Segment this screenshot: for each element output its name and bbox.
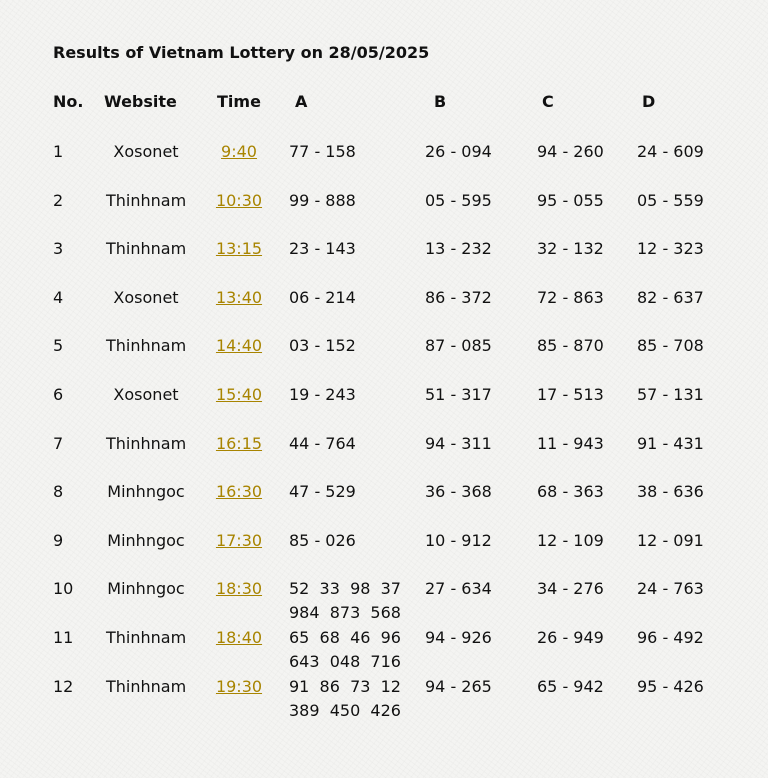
row-result-d: 38 - 636 — [637, 482, 704, 502]
row-result-d: 24 - 609 — [637, 142, 704, 161]
row-result-b: 94 - 926 — [425, 628, 492, 647]
row-result-c: 68 - 363 — [537, 482, 604, 502]
row-time-link[interactable]: 10:30 — [215, 190, 263, 210]
row-website: Thinhnam — [106, 433, 187, 453]
row-result-a-line1: 19 - 243 — [289, 385, 356, 404]
row-result-a — [289, 189, 356, 213]
row-number: 10 — [53, 579, 74, 599]
row-result-a-line1: 65 68 46 96 — [289, 628, 401, 647]
row-time-link[interactable]: 13:40 — [215, 287, 263, 307]
row-result-c: 95 - 055 — [537, 190, 604, 210]
row-number: 7 — [53, 433, 64, 453]
header-c: C — [542, 92, 554, 111]
row-result-a-line1: 06 - 214 — [289, 287, 356, 307]
row-result-a — [289, 432, 356, 456]
row-result-b: 26 - 094 — [425, 142, 492, 161]
row-result-a-line1: 03 - 152 — [289, 336, 356, 356]
row-website: Thinhnam — [106, 239, 187, 259]
row-result-c: 72 - 863 — [537, 287, 604, 307]
row-result-c: 26 - 949 — [537, 628, 604, 647]
row-result-c: 94 - 260 — [537, 142, 604, 161]
row-time-link[interactable]: 18:40 — [215, 628, 263, 647]
row-result-b: 51 - 317 — [425, 385, 492, 404]
row-result-d: 05 - 559 — [637, 190, 704, 210]
row-result-d: 12 - 323 — [637, 239, 704, 259]
row-result-a-line1: 23 - 143 — [289, 239, 356, 259]
row-result-c: 11 - 943 — [537, 433, 604, 453]
header-website: Website — [104, 92, 177, 111]
page-title: Results of Vietnam Lottery on 28/05/2025 — [53, 43, 430, 62]
row-time-link[interactable]: 16:30 — [215, 482, 263, 502]
row-result-a — [289, 286, 356, 310]
row-result-d: 91 - 431 — [637, 433, 704, 453]
row-time-link[interactable]: 13:15 — [215, 239, 263, 259]
row-result-a-line1: 77 - 158 — [289, 142, 356, 161]
row-result-a-line1: 99 - 888 — [289, 190, 356, 210]
row-result-a — [289, 237, 356, 261]
row-result-a — [289, 577, 401, 625]
row-result-a-line1: 44 - 764 — [289, 433, 356, 453]
header-no: No. — [53, 92, 84, 111]
row-website: Minhngoc — [107, 579, 185, 599]
row-result-a — [289, 480, 356, 504]
row-result-b: 87 - 085 — [425, 336, 492, 356]
row-number: 11 — [53, 628, 74, 647]
table-row — [0, 675, 768, 735]
row-result-c: 32 - 132 — [537, 239, 604, 259]
row-result-a — [289, 140, 356, 164]
row-result-a — [289, 529, 356, 553]
row-result-a-line2: 389 450 426 — [289, 700, 401, 720]
row-website: Thinhnam — [106, 336, 187, 356]
row-result-c: 65 - 942 — [537, 676, 604, 696]
row-result-d: 12 - 091 — [637, 530, 704, 550]
row-website: Minhngoc — [107, 530, 185, 550]
row-website: Thinhnam — [106, 628, 187, 647]
row-website: Xosonet — [113, 142, 179, 161]
row-result-d: 95 - 426 — [637, 676, 704, 696]
row-result-a-line1: 85 - 026 — [289, 530, 356, 550]
row-result-a-line1: 52 33 98 37 — [289, 579, 401, 599]
row-number: 12 — [53, 676, 74, 696]
row-result-d: 85 - 708 — [637, 336, 704, 356]
header-a: A — [295, 92, 308, 111]
row-result-a — [289, 675, 401, 723]
row-website: Thinhnam — [106, 676, 187, 696]
row-time-link[interactable]: 9:40 — [221, 142, 257, 161]
row-result-a-line1: 91 86 73 12 — [289, 676, 401, 696]
row-result-b: 10 - 912 — [425, 530, 492, 550]
row-time-link[interactable]: 18:30 — [215, 579, 263, 599]
row-result-c: 17 - 513 — [537, 385, 604, 404]
row-result-b: 94 - 311 — [425, 433, 492, 453]
row-result-c: 12 - 109 — [537, 530, 604, 550]
row-website: Xosonet — [113, 287, 179, 307]
row-result-a — [289, 626, 401, 674]
row-result-b: 36 - 368 — [425, 482, 492, 502]
row-result-d: 82 - 637 — [637, 287, 704, 307]
row-result-d: 24 - 763 — [637, 579, 704, 599]
row-number: 5 — [53, 336, 64, 356]
row-result-c: 34 - 276 — [537, 579, 604, 599]
row-number: 6 — [53, 385, 64, 404]
row-result-d: 57 - 131 — [637, 385, 704, 404]
row-result-c: 85 - 870 — [537, 336, 604, 356]
row-result-d: 96 - 492 — [637, 628, 704, 647]
row-result-a — [289, 334, 356, 358]
row-time-link[interactable]: 15:40 — [215, 385, 263, 404]
row-number: 4 — [53, 287, 64, 307]
row-result-a-line2: 643 048 716 — [289, 652, 401, 671]
row-result-b: 13 - 232 — [425, 239, 492, 259]
row-number: 1 — [53, 142, 64, 161]
row-result-a-line2: 984 873 568 — [289, 603, 401, 623]
row-website: Minhngoc — [107, 482, 185, 502]
row-time-link[interactable]: 19:30 — [215, 676, 263, 696]
row-time-link[interactable]: 17:30 — [215, 530, 263, 550]
row-result-a-line1: 47 - 529 — [289, 482, 356, 502]
row-website: Thinhnam — [106, 190, 187, 210]
row-number: 9 — [53, 530, 64, 550]
header-b: B — [434, 92, 447, 111]
row-result-b: 27 - 634 — [425, 579, 492, 599]
header-time: Time — [217, 92, 261, 111]
row-result-b: 94 - 265 — [425, 676, 492, 696]
row-time-link[interactable]: 14:40 — [215, 336, 263, 356]
row-result-a — [289, 383, 356, 407]
header-d: D — [642, 92, 656, 111]
row-number: 8 — [53, 482, 64, 502]
row-result-b: 86 - 372 — [425, 287, 492, 307]
row-number: 3 — [53, 239, 64, 259]
row-website: Xosonet — [113, 385, 179, 404]
row-number: 2 — [53, 190, 64, 210]
row-time-link[interactable]: 16:15 — [215, 433, 263, 453]
row-result-b: 05 - 595 — [425, 190, 492, 210]
